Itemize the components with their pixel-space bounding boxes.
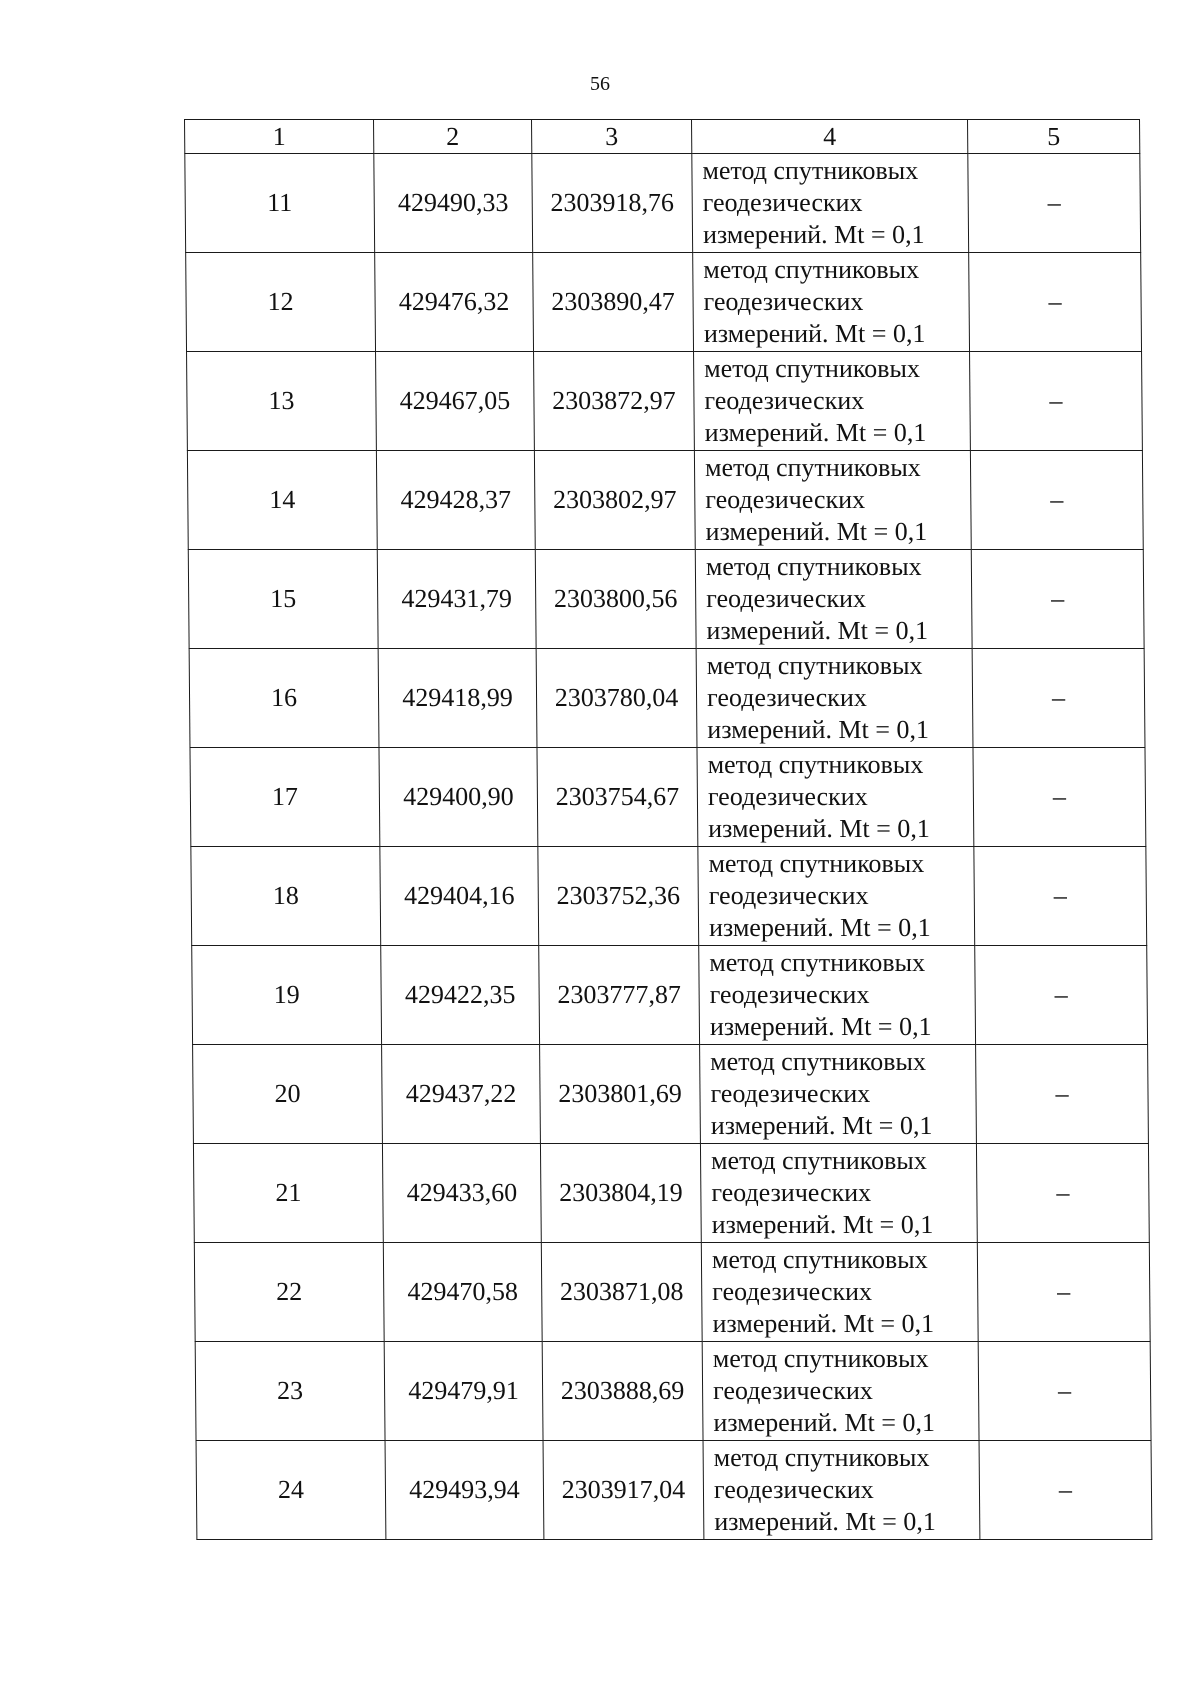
y-coordinate-cell: 2303801,69 — [540, 1045, 701, 1144]
x-coordinate-cell: 429476,32 — [375, 253, 534, 352]
x-coordinate-cell: 429418,99 — [378, 649, 537, 748]
table-row — [191, 847, 1147, 946]
method-line: метод спутниковых — [710, 1047, 927, 1076]
method-line: измерений. Mt = 0,1 — [709, 1012, 932, 1041]
method-cell — [696, 649, 973, 748]
coordinates-table — [184, 119, 1152, 1540]
point-number-cell: 20 — [193, 1045, 383, 1144]
note-cell: – — [974, 847, 1147, 946]
y-coordinate-cell: 2303754,67 — [537, 748, 698, 847]
x-coordinate-cell: 429490,33 — [374, 154, 533, 253]
method-line: метод спутниковых — [711, 1245, 928, 1274]
x-coordinate-cell: 429493,94 — [385, 1441, 544, 1540]
note-cell: – — [970, 451, 1143, 550]
table-row — [193, 1045, 1149, 1144]
note-cell: – — [979, 1441, 1152, 1540]
method-line: измерений. Mt = 0,1 — [708, 814, 930, 843]
point-number-cell: 12 — [186, 253, 376, 352]
point-number-cell: 16 — [189, 649, 379, 748]
method-line: метод спутниковых — [708, 849, 925, 878]
y-coordinate-cell: 2303918,76 — [532, 154, 693, 253]
method-line: геодезических — [704, 386, 865, 415]
table-row — [185, 154, 1141, 253]
y-coordinate-cell: 2303871,08 — [541, 1243, 702, 1342]
point-number-cell: 24 — [196, 1441, 386, 1540]
method-line: геодезических — [710, 1079, 871, 1108]
method-cell — [694, 352, 971, 451]
note-cell: – — [973, 748, 1146, 847]
table-row — [192, 946, 1148, 1045]
note-cell: – — [971, 550, 1144, 649]
point-number-cell: 13 — [187, 352, 377, 451]
note-cell: – — [969, 253, 1142, 352]
method-line: геодезических — [711, 1178, 872, 1207]
y-coordinate-cell: 2303800,56 — [535, 550, 696, 649]
method-line: метод спутниковых — [704, 354, 921, 383]
method-line: геодезических — [709, 980, 870, 1009]
method-line: измерений. Mt = 0,1 — [714, 1507, 936, 1536]
page-number: 56 — [590, 73, 610, 95]
method-cell — [692, 154, 969, 253]
note-cell: – — [976, 1144, 1149, 1243]
table-body — [185, 154, 1152, 1540]
point-number-cell: 21 — [193, 1144, 383, 1243]
y-coordinate-cell: 2303777,87 — [539, 946, 700, 1045]
x-coordinate-cell: 429467,05 — [376, 352, 535, 451]
table-header-row — [185, 120, 1140, 154]
method-line: измерений. Mt = 0,1 — [705, 517, 928, 546]
method-line: измерений. Mt = 0,1 — [703, 319, 926, 348]
method-cell — [702, 1342, 979, 1441]
note-cell: – — [978, 1342, 1151, 1441]
point-number-cell: 19 — [192, 946, 382, 1045]
method-line: измерений. Mt = 0,1 — [708, 913, 931, 942]
method-cell — [694, 451, 971, 550]
method-line: метод спутниковых — [707, 750, 924, 779]
x-coordinate-cell: 429404,16 — [380, 847, 539, 946]
method-line: измерений. Mt = 0,1 — [707, 715, 930, 744]
method-line: метод спутниковых — [706, 651, 923, 680]
table-row — [195, 1342, 1151, 1441]
method-line: метод спутниковых — [710, 1146, 927, 1175]
y-coordinate-cell: 2303872,97 — [534, 352, 695, 451]
y-coordinate-cell: 2303780,04 — [536, 649, 697, 748]
method-line: измерений. Mt = 0,1 — [702, 220, 925, 249]
point-number-cell: 23 — [195, 1342, 385, 1441]
point-number-cell: 18 — [191, 847, 381, 946]
x-coordinate-cell: 429400,90 — [379, 748, 538, 847]
method-line: геодезических — [712, 1277, 873, 1306]
method-line: метод спутниковых — [712, 1344, 929, 1373]
method-line: метод спутниковых — [703, 255, 920, 284]
table-row — [190, 748, 1146, 847]
header-col-4: 4 — [692, 120, 968, 154]
table-row — [194, 1243, 1150, 1342]
method-line: измерений. Mt = 0,1 — [712, 1309, 935, 1338]
method-line: метод спутниковых — [713, 1443, 930, 1472]
method-cell — [703, 1441, 980, 1540]
method-line: измерений. Mt = 0,1 — [711, 1210, 934, 1239]
table-row — [186, 253, 1142, 352]
x-coordinate-cell: 429422,35 — [381, 946, 540, 1045]
header-col-5: 5 — [968, 120, 1140, 154]
note-cell: – — [970, 352, 1143, 451]
method-line: геодезических — [702, 188, 863, 217]
x-coordinate-cell: 429428,37 — [376, 451, 535, 550]
note-cell: – — [975, 946, 1148, 1045]
header-col-2: 2 — [374, 120, 532, 154]
method-line: измерений. Mt = 0,1 — [713, 1408, 936, 1437]
method-cell — [700, 1144, 977, 1243]
note-cell: – — [977, 1243, 1150, 1342]
table-row — [187, 451, 1143, 550]
point-number-cell: 14 — [187, 451, 377, 550]
header-col-1: 1 — [185, 120, 374, 154]
note-cell: – — [976, 1045, 1149, 1144]
method-line: геодезических — [712, 1376, 873, 1405]
table-row — [193, 1144, 1149, 1243]
y-coordinate-cell: 2303752,36 — [538, 847, 699, 946]
method-cell — [697, 748, 974, 847]
table-row — [196, 1441, 1152, 1540]
y-coordinate-cell: 2303802,97 — [534, 451, 695, 550]
y-coordinate-cell: 2303917,04 — [543, 1441, 704, 1540]
method-line: геодезических — [707, 782, 868, 811]
header-col-3: 3 — [532, 120, 692, 154]
point-number-cell: 22 — [194, 1243, 384, 1342]
table-row — [188, 550, 1144, 649]
method-cell — [693, 253, 970, 352]
method-line: геодезических — [706, 683, 867, 712]
x-coordinate-cell: 429437,22 — [382, 1045, 541, 1144]
table-row — [189, 649, 1145, 748]
x-coordinate-cell: 429431,79 — [377, 550, 536, 649]
method-line: метод спутниковых — [702, 156, 919, 185]
y-coordinate-cell: 2303804,19 — [540, 1144, 701, 1243]
method-line: геодезических — [703, 287, 864, 316]
method-line: измерений. Mt = 0,1 — [704, 418, 927, 447]
method-line: геодезических — [705, 485, 866, 514]
method-line: метод спутниковых — [705, 552, 922, 581]
point-number-cell: 17 — [190, 748, 380, 847]
method-line: измерений. Mt = 0,1 — [710, 1111, 933, 1140]
method-line: геодезических — [706, 584, 867, 613]
method-line: геодезических — [708, 881, 869, 910]
method-line: геодезических — [713, 1475, 874, 1504]
method-cell — [701, 1243, 978, 1342]
method-cell — [700, 1045, 977, 1144]
y-coordinate-cell: 2303890,47 — [533, 253, 694, 352]
x-coordinate-cell: 429479,91 — [384, 1342, 543, 1441]
y-coordinate-cell: 2303888,69 — [542, 1342, 703, 1441]
note-cell: – — [968, 154, 1141, 253]
x-coordinate-cell: 429433,60 — [382, 1144, 541, 1243]
point-number-cell: 15 — [188, 550, 378, 649]
method-cell — [699, 946, 976, 1045]
method-cell — [698, 847, 975, 946]
point-number-cell: 11 — [185, 154, 375, 253]
note-cell: – — [972, 649, 1145, 748]
x-coordinate-cell: 429470,58 — [383, 1243, 542, 1342]
table-row — [187, 352, 1143, 451]
method-line: метод спутниковых — [709, 948, 926, 977]
method-line: измерений. Mt = 0,1 — [706, 616, 929, 645]
method-line: метод спутниковых — [704, 453, 921, 482]
method-cell — [695, 550, 972, 649]
